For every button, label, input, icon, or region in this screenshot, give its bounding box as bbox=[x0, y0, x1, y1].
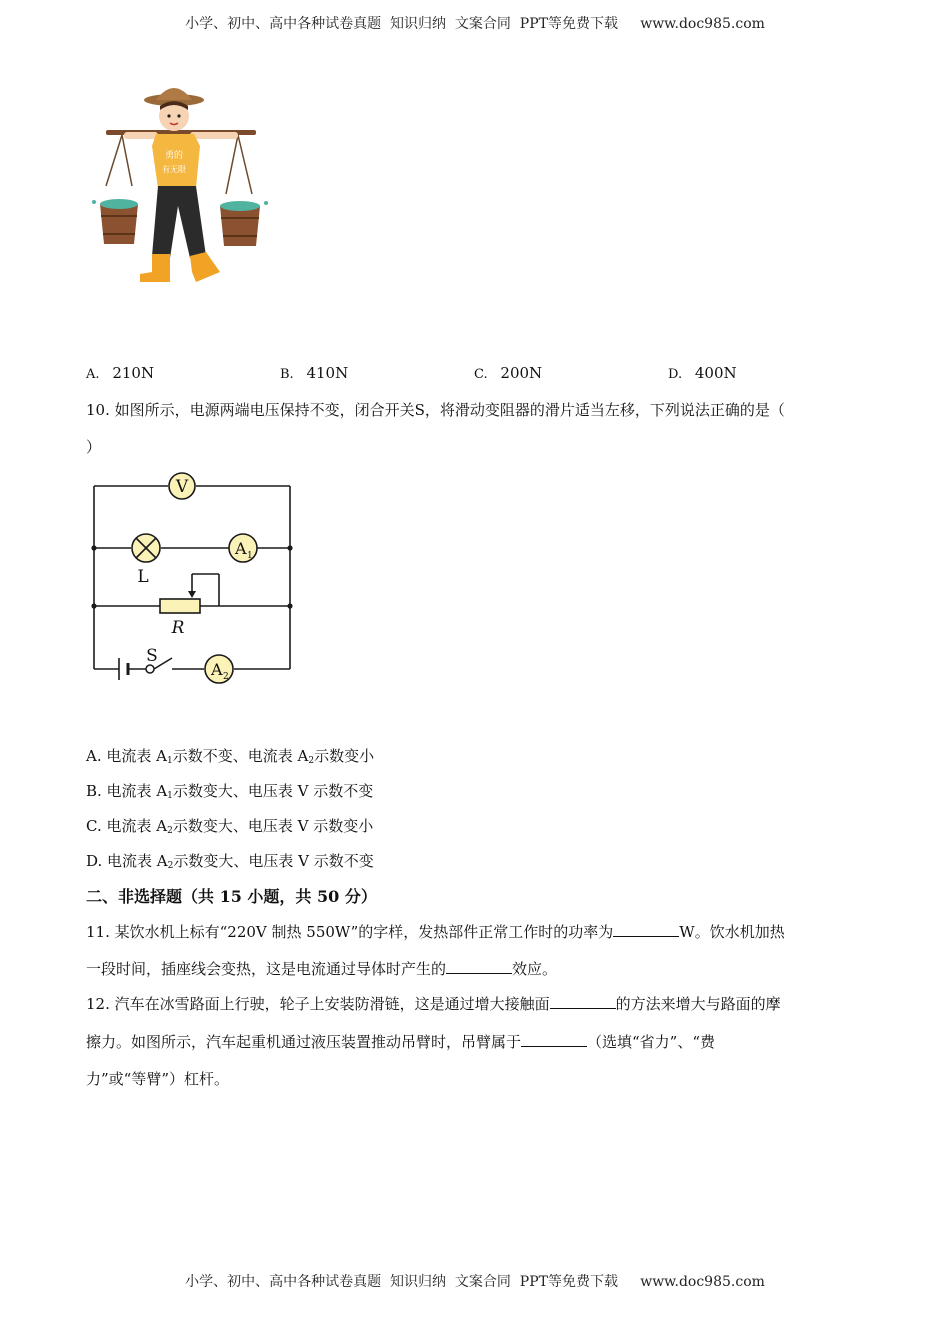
option-text: 示数不变、电流表 A bbox=[172, 747, 309, 765]
switch-label: S bbox=[146, 646, 158, 666]
q10-option-a[interactable] bbox=[86, 745, 374, 766]
q10-option-b[interactable] bbox=[86, 780, 373, 801]
shirt-text-1: 勇的 bbox=[165, 151, 184, 161]
option-value: 210N bbox=[112, 364, 155, 382]
option-text: D. 电流表 A bbox=[86, 852, 168, 870]
page-footer: 小学、初中、高中各种试卷真题 知识归纳 文案合同 PPT等免费下载 www.doc985.com bbox=[185, 1274, 765, 1290]
q12-line-2 bbox=[86, 1031, 715, 1052]
option-subscript: 2 bbox=[308, 756, 315, 766]
option-text: B. 电流表 A bbox=[86, 782, 168, 800]
q12-blank-2[interactable] bbox=[521, 1033, 587, 1047]
option-text: 示数变大、电压表 V 示数不变 bbox=[173, 852, 374, 870]
ammeter-1-symbol bbox=[229, 534, 257, 562]
ammeter-1-label: A bbox=[235, 539, 247, 558]
voltmeter-symbol bbox=[169, 473, 195, 499]
q12-text: 的方法来增大与路面的摩 bbox=[615, 995, 781, 1013]
option-subscript: 1 bbox=[166, 756, 173, 766]
q9-option-b[interactable] bbox=[280, 364, 348, 382]
section-2-title: 二、非选择题（共 15 小题，共 50 分） bbox=[86, 887, 377, 906]
q12-line-3: 力”或“等臂”）杠杆。 bbox=[86, 1070, 230, 1088]
ammeter-2-symbol bbox=[205, 655, 233, 683]
q10-option-d[interactable] bbox=[86, 850, 374, 871]
page-header: 小学、初中、高中各种试卷真题 知识归纳 文案合同 PPT等免费下载 www.doc985.com bbox=[185, 16, 765, 32]
option-subscript: 2 bbox=[167, 861, 174, 871]
lamp-symbol bbox=[132, 534, 160, 587]
rheostat-symbol bbox=[160, 599, 200, 638]
q10-option-c[interactable] bbox=[86, 815, 373, 836]
water-carrier-illustration bbox=[88, 86, 278, 291]
circuit-diagram bbox=[86, 470, 301, 690]
q9-option-c[interactable] bbox=[474, 364, 542, 382]
ammeter-2-subscript: 2 bbox=[223, 672, 229, 682]
option-text: 示数变小 bbox=[314, 747, 375, 765]
q11-text: 效应。 bbox=[512, 960, 558, 978]
option-text: 示数变大、电压表 V 示数变小 bbox=[172, 817, 374, 835]
ammeter-1-subscript: 1 bbox=[247, 551, 253, 561]
option-text: 示数变大、电压表 V 示数不变 bbox=[172, 782, 374, 800]
option-letter: A. bbox=[86, 367, 100, 382]
q9-option-a[interactable] bbox=[86, 364, 154, 382]
option-letter: C. bbox=[474, 367, 488, 382]
option-letter: D. bbox=[668, 367, 683, 382]
q11-text: W。饮水机加热 bbox=[679, 923, 785, 941]
option-text: A. 电流表 A bbox=[86, 747, 167, 765]
option-value: 400N bbox=[694, 364, 737, 382]
q11-blank-2[interactable] bbox=[446, 960, 512, 974]
voltmeter-label: V bbox=[175, 477, 189, 497]
q12-text: 擦力。如图所示，汽车起重机通过液压装置推动吊臂时，吊臂属于 bbox=[86, 1033, 522, 1051]
q9-option-d[interactable] bbox=[668, 364, 737, 382]
option-value: 200N bbox=[500, 364, 543, 382]
option-subscript: 2 bbox=[167, 826, 173, 836]
q11-line-2 bbox=[86, 958, 557, 979]
q11-text: 11. 某饮水机上标有“220V 制热 550W”的字样，发热部件正常工作时的功率为 bbox=[86, 923, 614, 941]
option-letter: B. bbox=[280, 367, 294, 382]
q12-line-1 bbox=[86, 993, 781, 1014]
q11-blank-1[interactable] bbox=[613, 923, 679, 937]
q10-stem-line-1: 10. 如图所示，电源两端电压保持不变，闭合开关S，将滑动变阻器的滑片适当左移，下列说法正确的是（ bbox=[86, 401, 785, 419]
q12-blank-1[interactable] bbox=[550, 995, 616, 1009]
q12-text: （选填“省力”、“费 bbox=[587, 1033, 716, 1051]
option-subscript: 1 bbox=[167, 791, 173, 801]
lamp-label: L bbox=[137, 567, 149, 587]
q12-text: 12. 汽车在冰雪路面上行驶，轮子上安装防滑链，这是通过增大接触面 bbox=[86, 995, 550, 1013]
option-text: C. 电流表 A bbox=[86, 817, 168, 835]
q11-text: 一段时间，插座线会变热，这是电流通过导体时产生的 bbox=[86, 960, 447, 978]
option-value: 410N bbox=[306, 364, 349, 382]
shirt-text-2: 有无限 bbox=[162, 165, 186, 174]
resistor-label: R bbox=[171, 618, 185, 638]
q11-line-1 bbox=[86, 921, 785, 942]
ammeter-2-label: A bbox=[211, 660, 223, 679]
q10-stem-line-2: ） bbox=[86, 438, 102, 456]
